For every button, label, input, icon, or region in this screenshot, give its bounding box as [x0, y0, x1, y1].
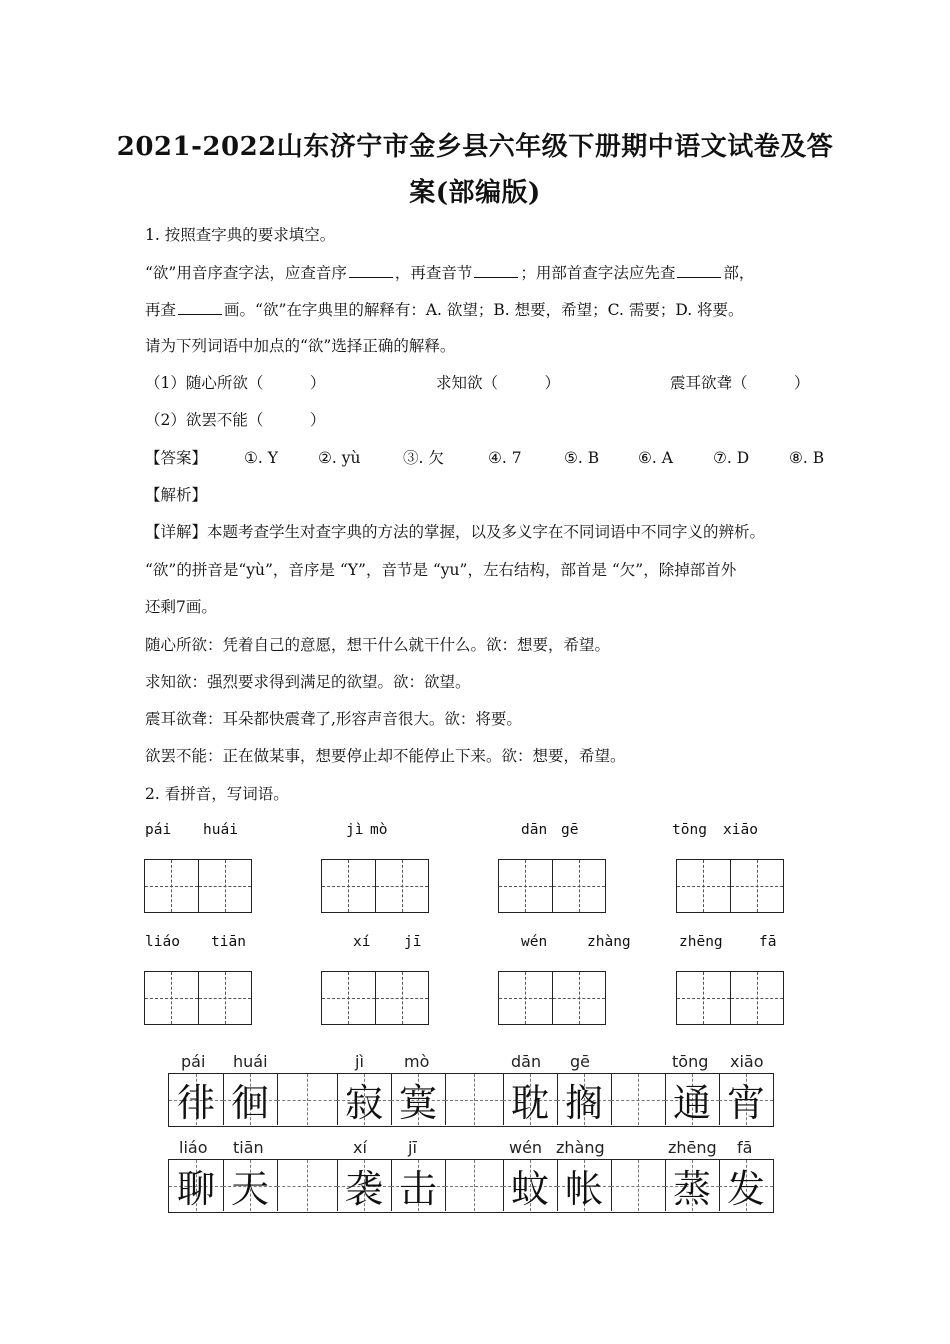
answer-5: ⑤. B — [564, 449, 600, 467]
blank-1[interactable] — [349, 262, 393, 278]
answer-key-row-2 — [168, 1159, 774, 1213]
key-pinyin: zhàng — [556, 1138, 605, 1157]
key-pinyin: zhēng — [668, 1138, 717, 1157]
answer-label: 【答案】 — [145, 449, 208, 467]
key-char: 徘 — [176, 1081, 215, 1125]
analysis-label: 【解析】 — [145, 486, 208, 504]
pinyin: huái — [203, 822, 238, 838]
key-pinyin: huái — [233, 1052, 268, 1071]
title-line-2: 案(部编版) — [409, 178, 541, 208]
q1-line-1 — [145, 262, 754, 283]
pinyin: wén — [521, 934, 548, 950]
pinyin: zhēng — [679, 934, 723, 950]
detail-text: 【详解】本题考查学生对查字典的方法的掌握，以及多义字在不同词语中不同字义的辨析。 — [145, 523, 766, 541]
q1-l1-c: ；用部首查字法应先查 — [520, 264, 676, 282]
answer-1: ①. Y — [244, 449, 278, 467]
blank-3[interactable] — [677, 262, 721, 278]
pinyin: liáo — [145, 934, 180, 950]
writing-grid[interactable] — [498, 971, 606, 1025]
explain-word-3: 震耳欲聋：耳朵都快震聋了,形容声音很大。欲：将要。 — [145, 710, 522, 728]
q1-item-2: 求知欲（ ） — [436, 374, 561, 392]
pinyin: gē — [561, 822, 579, 838]
key-pinyin: jī — [408, 1138, 417, 1157]
blank-4[interactable] — [178, 299, 222, 315]
writing-grid[interactable] — [676, 971, 784, 1025]
q1-l2-a: 再查 — [145, 301, 177, 319]
key-pinyin: pái — [181, 1052, 206, 1071]
q1-line-2 — [145, 299, 744, 320]
answer-3: ③. 欠 — [403, 449, 444, 467]
key-pinyin: fā — [737, 1138, 753, 1157]
pinyin: xí — [353, 934, 371, 950]
q1-l1-a: “欲”用音序查字法，应查音序 — [145, 264, 347, 282]
key-char: 寂 — [344, 1081, 383, 1125]
q1-line-3: 请为下列词语中加点的“欲”选择正确的解释。 — [145, 337, 456, 355]
q1-l1-b: ，再查音节 — [394, 264, 473, 282]
explain-word-2: 求知欲：强烈要求得到满足的欲望。欲：欲望。 — [145, 673, 471, 691]
explain-word-4: 欲罢不能：正在做某事，想要停止却不能停止下来。欲：想要，希望。 — [145, 747, 626, 765]
key-char: 击 — [398, 1167, 437, 1211]
answer-key-row-1 — [168, 1073, 774, 1127]
q1-item-3: 震耳欲聋（ ） — [670, 374, 810, 392]
key-char: 寞 — [398, 1081, 437, 1125]
writing-grid[interactable] — [498, 859, 606, 913]
key-char: 帐 — [564, 1167, 603, 1211]
pinyin: dān — [521, 822, 548, 838]
key-char: 蚊 — [510, 1167, 549, 1211]
blank-2[interactable] — [474, 262, 518, 278]
explain-line-2: 还剩7画。 — [145, 598, 217, 616]
key-pinyin: gē — [570, 1052, 590, 1071]
key-pinyin: tōng — [672, 1052, 709, 1071]
writing-grid[interactable] — [144, 971, 252, 1025]
pinyin: mò — [370, 822, 388, 838]
q1-items-row-2: （2）欲罢不能（ ） — [145, 411, 326, 429]
key-pinyin: dān — [511, 1052, 542, 1071]
key-pinyin: wén — [509, 1138, 543, 1157]
key-char: 袭 — [344, 1167, 383, 1211]
answer-2: ②. yù — [318, 449, 361, 467]
pinyin: fā — [759, 934, 777, 950]
pinyin: pái — [145, 822, 172, 838]
key-char: 通 — [672, 1081, 711, 1125]
pinyin: tiān — [211, 934, 246, 950]
key-char: 搁 — [564, 1081, 603, 1125]
key-pinyin: liáo — [179, 1138, 208, 1157]
key-char: 天 — [230, 1167, 269, 1211]
key-char: 宵 — [726, 1081, 765, 1125]
pinyin: jī — [404, 934, 422, 950]
q1-l2-b: 画。“欲”在字典里的解释有：A. 欲望；B. 想要，希望；C. 需要；D. 将要。 — [224, 301, 744, 319]
pinyin: tōng — [672, 822, 707, 838]
q1-prompt: 1. 按照查字典的要求填空。 — [145, 226, 336, 244]
explain-word-1: 随心所欲：凭着自己的意愿，想干什么就干什么。欲：想要，希望。 — [145, 636, 611, 654]
writing-grid[interactable] — [144, 859, 252, 913]
key-pinyin: jì — [355, 1052, 364, 1071]
key-pinyin: mò — [404, 1052, 430, 1071]
q1-item-1: （1）随心所欲（ ） — [145, 374, 326, 392]
answer-4: ④. 7 — [488, 449, 522, 467]
key-pinyin: xiāo — [730, 1052, 764, 1071]
key-char: 徊 — [230, 1081, 269, 1125]
q2-prompt: 2. 看拼音，写词语。 — [145, 785, 289, 803]
title-line-1: 2021-2022山东济宁市金乡县六年级下册期中语文试卷及答 — [116, 132, 834, 162]
pinyin: xiāo — [723, 822, 758, 838]
key-pinyin: xí — [353, 1138, 367, 1157]
key-char: 耽 — [510, 1081, 549, 1125]
writing-grid[interactable] — [321, 859, 429, 913]
pinyin: zhàng — [587, 934, 631, 950]
key-char: 聊 — [176, 1167, 215, 1211]
key-char: 蒸 — [672, 1167, 711, 1211]
key-char: 发 — [726, 1167, 765, 1211]
explain-line-1: “欲”的拼音是“yù”，音序是 “Y”，音节是 “yu”，左右结构，部首是 “欠”，除掉部首外 — [145, 561, 737, 579]
key-pinyin: tiān — [233, 1138, 264, 1157]
answer-7: ⑦. D — [713, 449, 750, 467]
writing-grid[interactable] — [321, 971, 429, 1025]
writing-grid[interactable] — [676, 859, 784, 913]
q1-l1-d: 部， — [723, 264, 755, 282]
answer-6: ⑥. A — [638, 449, 673, 467]
answer-8: ⑧. B — [789, 449, 825, 467]
pinyin: jì — [346, 822, 364, 838]
